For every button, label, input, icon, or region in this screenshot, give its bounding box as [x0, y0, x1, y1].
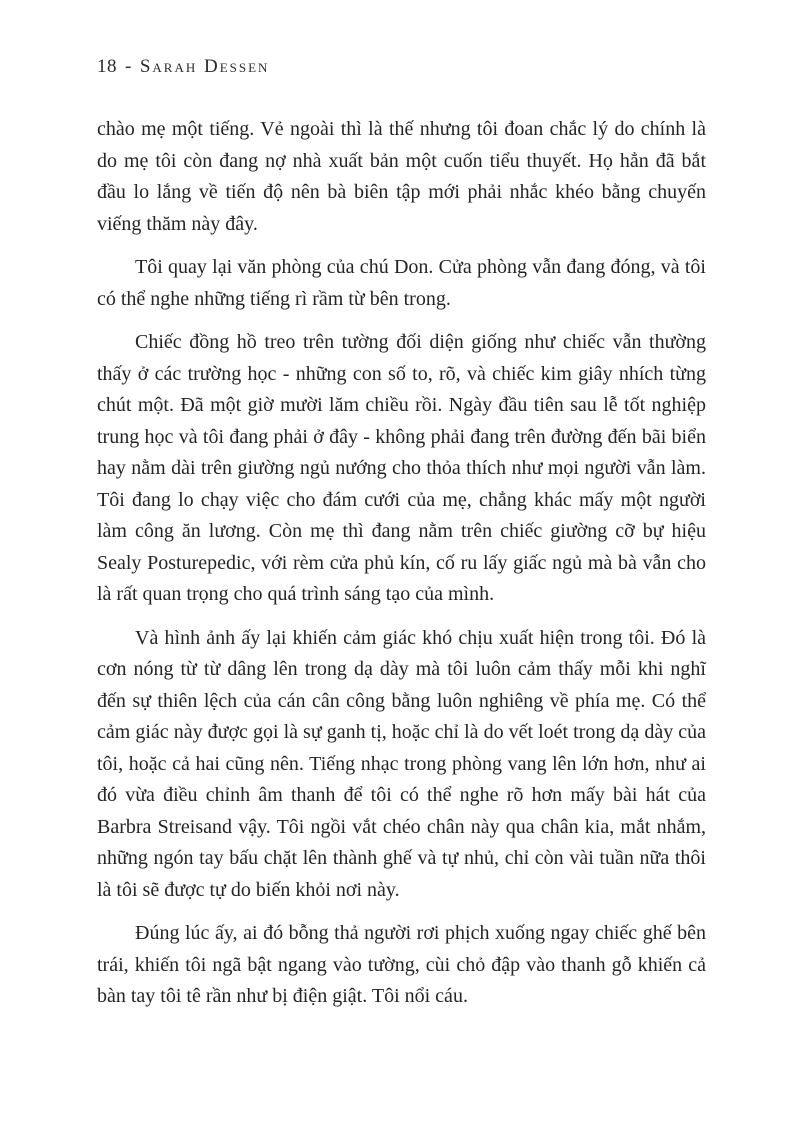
body-paragraph: Đúng lúc ấy, ai đó bỗng thả người rơi phịch xuống ngay chiếc ghế bên trái, khiến tôi ngã bật ngang vào tường, cùi chỏ đập vào thanh gỗ khiến cả bàn tay tôi tê rần như bị điện giật. Tôi nổi cáu. — [97, 922, 706, 1007]
page-number: 18 — [97, 56, 117, 77]
author-name: Sarah Dessen — [139, 56, 270, 77]
running-header — [97, 56, 706, 78]
body-paragraph: Tôi quay lại văn phòng của chú Don. Cửa phòng vẫn đang đóng, và tôi có thể nghe những tiếng rì rầm từ bên trong. — [97, 256, 706, 310]
page-content — [97, 114, 706, 1013]
body-paragraph: Và hình ảnh ấy lại khiến cảm giác khó chịu xuất hiện trong tôi. Đó là cơn nóng từ từ dâng lên trong dạ dày mà tôi luôn cảm thấy mỗi khi nghĩ đến sự thiên lệch của cán cân công bằng luôn nghiêng về phía mẹ. Có thể cảm giác này được gọi là sự ganh tị, hoặc chỉ là do vết loét trong dạ dày của tôi, hoặc cả hai cũng nên. Tiếng nhạc trong phòng vang lên lớn hơn, như ai đó vừa điều chỉnh âm thanh để tôi có thể nghe rõ hơn mấy bài hát của Barbra Streisand vậy. Tôi ngồi vắt chéo chân này qua chân kia, mắt nhắm, những ngón tay bấu chặt lên thành ghế và tự nhủ, chỉ còn vài tuần nữa thôi là tôi sẽ được tự do biến khỏi nơi này. — [97, 626, 706, 901]
body-paragraph: chào mẹ một tiếng. Vẻ ngoài thì là thế nhưng tôi đoan chắc lý do chính là do mẹ tôi còn đang nợ nhà xuất bản một cuốn tiểu thuyết. Họ hẳn đã bắt đầu lo lắng về tiến độ nên bà biên tập mới phải nhắc khéo bằng chuyến viếng thăm này đây. — [97, 118, 706, 235]
header-separator: - — [125, 56, 132, 77]
body-paragraph: Chiếc đồng hồ treo trên tường đối diện giống như chiếc vẫn thường thấy ở các trường học - những con số to, rõ, và chiếc kim giây nhích từng chút một. Đã một giờ mười lăm chiều rồi. Ngày đầu tiên sau lễ tốt nghiệp trung học và tôi đang phải ở đây - không phải đang trên đường đến bãi biển hay nằm dài trên giường ngủ nướng cho thỏa thích như mọi người vẫn làm. Tôi đang lo chạy việc cho đám cưới của mẹ, chẳng khác mấy một người làm công ăn lương. Còn mẹ thì đang nằm trên chiếc giường cỡ bự hiệu Sealy Posturepedic, với rèm cửa phủ kín, cố ru lấy giấc ngủ mà bà vẫn cho là rất quan trọng cho quá trình sáng tạo của mình. — [97, 331, 706, 605]
